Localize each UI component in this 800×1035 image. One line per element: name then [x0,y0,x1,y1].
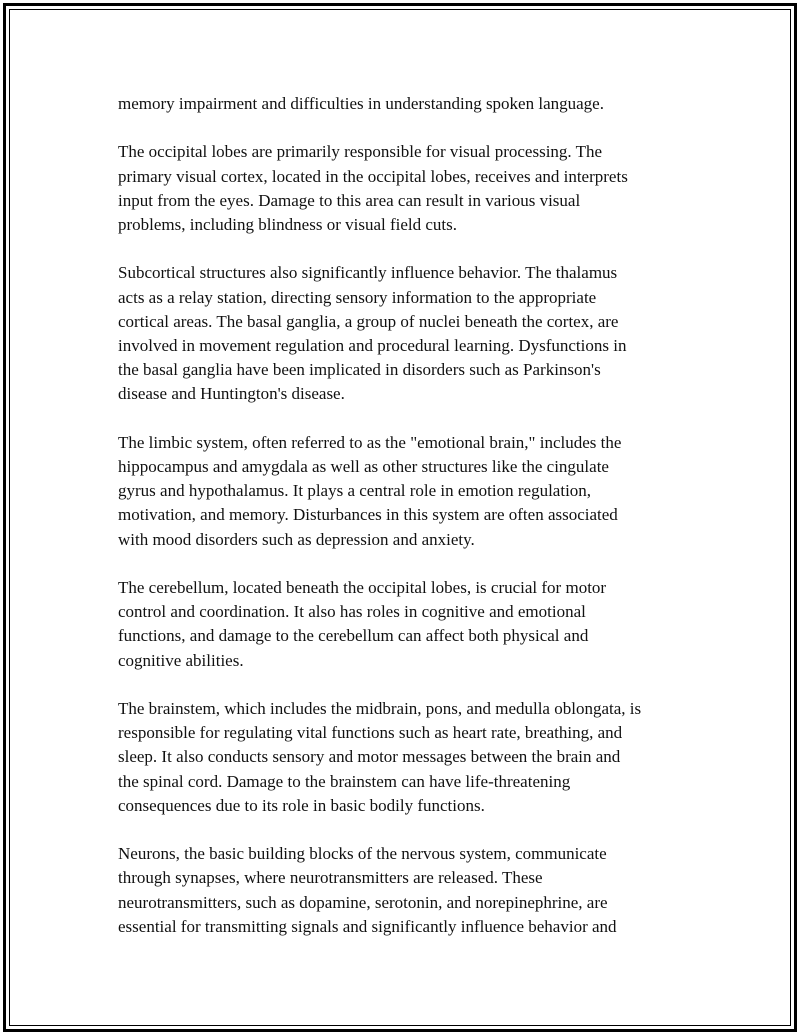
paragraph-subcortical-structures: Subcortical structures also significantly influence behavior. The thalamus acts as a relay station, directing sensory information to the appropriate cortical areas. The basal ganglia, a group of nuclei beneath the cortex, are involved in movement regulation and procedural learning. Dysfunctions in the basal ganglia have been implicated in disorders such as Parkinson's disease and Huntington's disease. [118,263,627,404]
paragraph-neurons: Neurons, the basic building blocks of the nervous system, communicate through synapses, where neurotransmitters are released. These neurotransmitters, such as dopamine, serotonin, and norepinephrine, are essential for transmitting signals and significantly influence behavior and [118,844,617,936]
paragraph-memory-impairment: memory impairment and difficulties in understanding spoken language. [118,94,604,113]
paragraph-occipital-lobes: The occipital lobes are primarily responsible for visual processing. The primary visual cortex, located in the occipital lobes, receives and interprets input from the eyes. Damage to this area can result in various visual problems, including blindness or visual field cuts. [118,142,628,234]
paragraph-limbic-system: The limbic system, often referred to as the "emotional brain," includes the hippocampus and amygdala as well as other structures like the cingulate gyrus and hypothalamus. It plays a central role in emotion regulation, motivation, and memory. Disturbances in this system are often associated with mood disorders such as depression and anxiety. [118,432,622,549]
paragraph-cerebellum: The cerebellum, located beneath the occipital lobes, is crucial for motor control and coordination. It also has roles in cognitive and emotional functions, and damage to the cerebellum can affect both physical and cognitive abilities. [118,578,607,670]
document-body [118,92,708,963]
page-frame [3,3,797,1032]
paragraph-brainstem: The brainstem, which includes the midbrain, pons, and medulla oblongata, is responsible for regulating vital functions such as heart rate, breathing, and sleep. It also conducts sensory and motor messages between the brain and the spinal cord. Damage to the brainstem can have life-threatening consequences due to its role in basic bodily functions. [118,699,642,815]
